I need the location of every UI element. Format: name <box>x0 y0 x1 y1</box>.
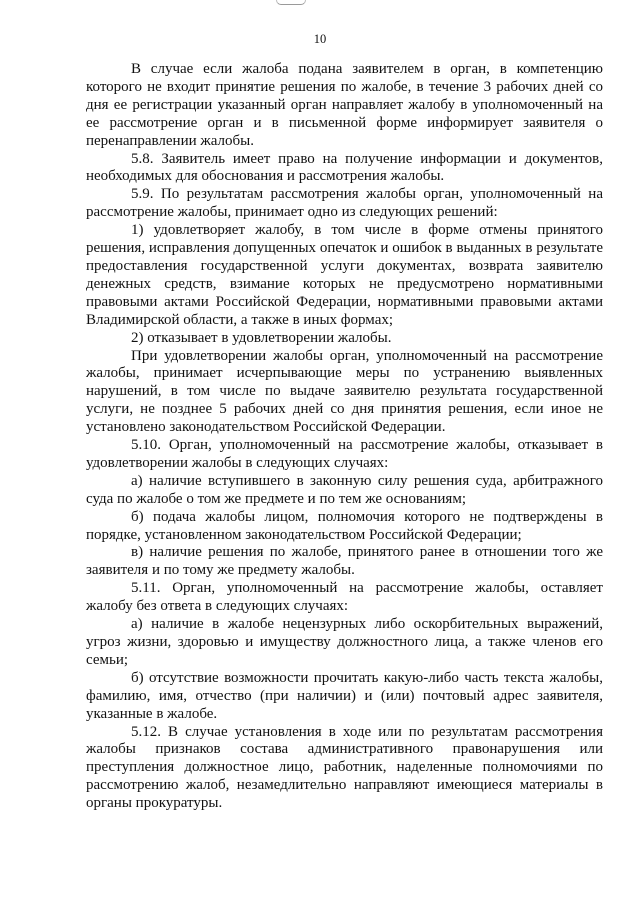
paragraph-5-11: 5.11. Орган, уполномоченный на рассмотрение жалобы, оставляет жалобу без ответа в следующих случаях: <box>86 580 603 615</box>
scan-artifact <box>276 0 306 5</box>
paragraph-5-10-item-v: в) наличие решения по жалобе, принятого ранее в отношении того же заявителя и по тому же предмету жалобы. <box>86 544 603 579</box>
document-body <box>86 61 603 813</box>
paragraph-satisfaction-measures: При удовлетворении жалобы орган, уполномоченный на рассмотрение жалобы, принимает исчерпывающие меры по устранению выявленных нарушений, в том числе по выдаче заявителю результата государственной услуги, не позднее 5 рабочих дней со дня принятия решения, если иное не установлено законодательством Российской Федерации. <box>86 347 603 436</box>
paragraph-5-8: 5.8. Заявитель имеет право на получение информации и документов, необходимых для обоснования и рассмотрения жалобы. <box>86 150 603 185</box>
page-number: 10 <box>313 32 327 46</box>
paragraph-5-12: 5.12. В случае установления в ходе или по результатам рассмотрения жалобы признаков состава административного правонарушения или преступления должностное лицо, работник, наделенные полномочиями по рассмотрению жалоб, незамедлительно направляют имеющиеся материалы в органы прокуратуры. <box>86 723 603 812</box>
paragraph-5-9-item-1: 1) удовлетворяет жалобу, в том числе в форме отмены принятого решения, исправления допущенных опечаток и ошибок в выданных в результате предоставления государственной услуги документах, возврата заявителю денежных средств, взимание которых не предусмотрено нормативными правовыми актами Российской Федерации, нормативными правовыми актами Владимирской области, а также в иных формах; <box>86 222 603 328</box>
paragraph-5-10: 5.10. Орган, уполномоченный на рассмотрение жалобы, отказывает в удовлетворении жалобы в следующих случаях: <box>86 437 603 471</box>
paragraph-5-10-item-a: а) наличие вступившего в законную силу решения суда, арбитражного суда по жалобе о том же предмете и по тем же основаниям; <box>86 472 603 507</box>
paragraph-5-9: 5.9. По результатам рассмотрения жалобы орган, уполномоченный на рассмотрение жалобы, принимает одно из следующих решений: <box>86 186 603 221</box>
paragraph-5-10-item-b: б) подача жалобы лицом, полномочия которого не подтверждены в порядке, установленном законодательством Российской Федерации; <box>86 508 603 543</box>
paragraph-5-11-item-a: а) наличие в жалобе нецензурных либо оскорбительных выражений, угроз жизни, здоровью и имуществу должностного лица, а также членов его семьи; <box>86 616 603 668</box>
paragraph-5-9-item-2: 2) отказывает в удовлетворении жалобы. <box>131 329 392 346</box>
paragraph-5-11-item-b: б) отсутствие возможности прочитать какую-либо часть текста жалобы, фамилию, имя, отчество (при наличии) и (или) почтовый адрес заявителя, указанные в жалобе. <box>86 669 603 722</box>
paragraph-redirect-complaint: В случае если жалоба подана заявителем в орган, в компетенцию которого не входит принятие решения по жалобе, в течение 3 рабочих дней со дня ее регистрации указанный орган направляет жалобу в уполномоченный на ее рассмотрение орган и в письменной форме информирует заявителя о перенаправлении жалобы. <box>86 61 603 149</box>
